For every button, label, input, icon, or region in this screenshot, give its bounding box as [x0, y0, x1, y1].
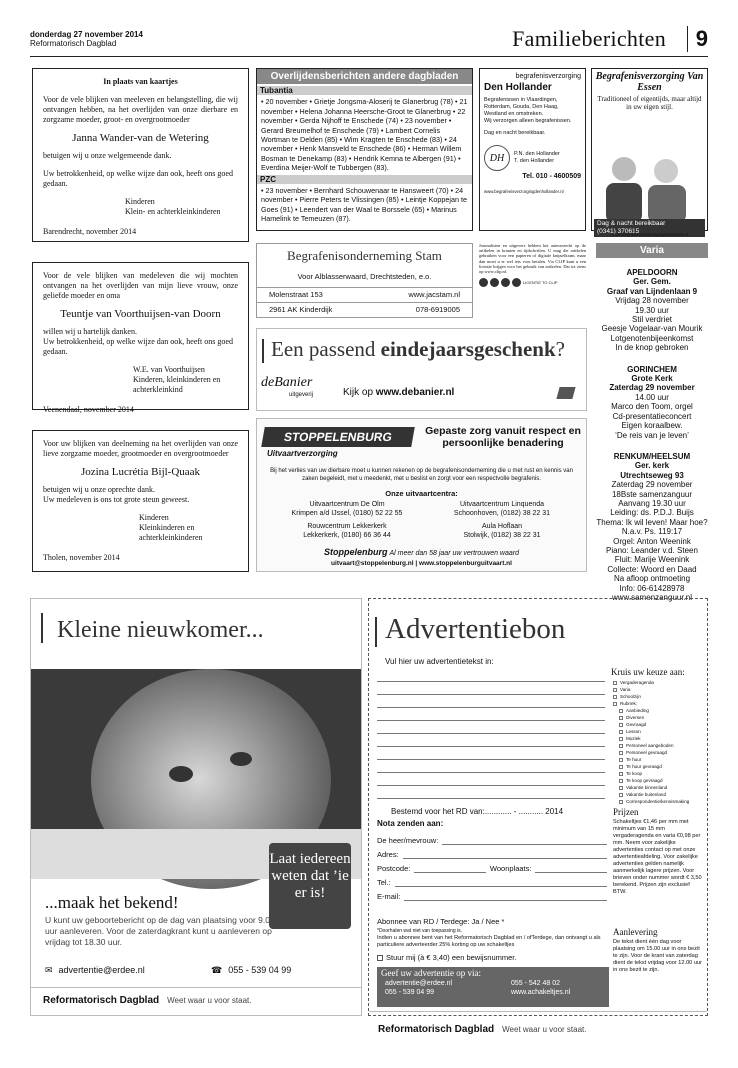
bon-text-line[interactable] [377, 682, 605, 695]
ann3-place: Tholen, november 2014 [43, 553, 120, 562]
hollander-logo: DH [484, 145, 510, 171]
stam-web: www.jacstam.nl [408, 290, 460, 299]
bon-option-label: Schoolzijn [620, 694, 641, 699]
ann3-text: betuigen wij u onze oprechte dank. Uw medeleven is ons tot grote steun geweest. [43, 485, 190, 504]
bon-field-label: De heer/mevrouw: [377, 836, 439, 845]
bon-option-label: Personeel aangeboden [626, 743, 674, 748]
ann3-signature: Kinderen Kleinkinderen en achterkleinkinderen [139, 513, 203, 542]
checkbox-icon[interactable] [619, 765, 623, 769]
bon-option[interactable] [613, 686, 703, 693]
banier-logo-uitgeverij: uitgeverij [289, 392, 314, 398]
varia-heading: RENKUM/HEELSUM [613, 451, 691, 461]
source-pzc: PZC [257, 175, 472, 184]
clip-logo-icon [479, 278, 488, 287]
stop-centre-2: Uitvaartcentrum Linquenda Schoonhoven, (0182) 38 22 31 [453, 501, 551, 517]
clip-logo-icon-3 [501, 278, 510, 287]
essen-name: Begrafenisverzorging Van Essen [595, 71, 704, 93]
essen-url: www.begrafenisverzorgingvanessen.nl [611, 232, 688, 237]
bon-field-input[interactable] [403, 850, 607, 859]
essen-tel: (0341) 370615 [597, 228, 640, 235]
banier-logo-de: de [261, 375, 275, 390]
stam-tel: 078-6919005 [415, 305, 460, 314]
bon-field-row [377, 831, 607, 845]
stop-slogan: Gepaste zorg vanuit respect en persoonlijke benadering [425, 425, 581, 449]
bon-star: *Doorhalen wat niet van toepassing is. [377, 928, 463, 934]
hollander-top: begrafenisverzorging [515, 73, 581, 80]
stam-name: Begrafenisonderneming Stam [287, 248, 442, 263]
varia-line: 14.00 uur [635, 392, 669, 402]
ann2-name: Teuntje van Voorthuijsen-van Doorn [60, 308, 221, 320]
bon-aanlevering-text: De tekst dient één dag voor plaatsing om 15.00 uur in ons bezit te zijn. Voor de krant van zaterdag dient de tekst vrijdag voor 12.00 uur in ons bezit te zijn. [613, 939, 702, 973]
bon-stuur-checkbox[interactable] [377, 955, 383, 961]
stop-sub: Uitvaartverzorging [267, 449, 338, 458]
hollander-available: Dag en nacht bereikbaar. [484, 130, 546, 136]
stop-brand: Stoppelenburg [323, 547, 388, 557]
varia-line: Thema: Ik wil leven! Maar hoe? N.a.v. Ps. 119:17 [596, 517, 708, 537]
varia-line: Piano: Leander v.d. Steen [606, 545, 698, 555]
rd-slogan: Weet waar u voor staat. [167, 996, 252, 1005]
varia-line: Na afloop ontmoeting [613, 574, 691, 584]
bon-abonnee: Abonnee van RD / Terdege: Ja / Nee * [377, 917, 505, 926]
bon-option[interactable] [613, 693, 703, 700]
bon-option-label: Gevraagd [626, 722, 647, 727]
banier-head-1: Een passend [271, 337, 381, 361]
bon-korting: Indien u abonnee bent van het Reformatorisch Dagblad en / ofTerdege, dan ontvangt u als particuliere adverteerder 25% korting op uw schakeltjes [377, 935, 601, 948]
checkbox-icon[interactable] [613, 688, 617, 692]
bon-option[interactable] [613, 777, 703, 784]
bon-option[interactable] [613, 735, 703, 742]
varia-spacer [596, 440, 708, 452]
varia-line: Leiding: ds. P.D.J. Buijs [610, 508, 694, 518]
bon-field-input[interactable] [535, 864, 607, 873]
checkbox-icon[interactable] [619, 786, 623, 790]
checkbox-icon[interactable] [619, 800, 623, 804]
bon-option[interactable] [613, 742, 703, 749]
bon-option[interactable] [613, 721, 703, 728]
varia-heading: APELDOORN [626, 268, 678, 277]
varia-line: 18Bste samenzanguur [611, 489, 693, 499]
source-tubantia: Tubantia [257, 86, 472, 95]
bon-text-line[interactable] [377, 721, 605, 734]
hollander-tel: Tel. 010 - 4600509 [522, 173, 581, 180]
nieuwkomer-tel: 055 - 539 04 99 [228, 965, 292, 975]
bon-option[interactable] [613, 784, 703, 791]
bon-field-row [377, 887, 607, 901]
nieuwkomer-title: Kleine nieuwkomer... [57, 617, 264, 643]
bon-field-input[interactable] [414, 864, 486, 873]
varia-line: Collecte: Woord en Daad [607, 564, 697, 574]
checkbox-icon[interactable] [613, 702, 617, 706]
varia-line: ‘De reis van je leven’ [615, 430, 689, 440]
bon-field-row [377, 859, 607, 873]
bon-option-label: Vergaderagenda [620, 680, 654, 685]
bon-option[interactable] [613, 791, 703, 798]
bon-option-label: Varia [620, 687, 631, 692]
ad-stam [256, 243, 473, 318]
varia-spacer [596, 353, 708, 365]
bon-option-label: Vakantie binnenland [626, 785, 668, 790]
rd-logo: Reformatorisch Dagblad [43, 995, 160, 1006]
varia-line: Vrijdag 28 november [615, 296, 689, 306]
hollander-url: www.begrafenisverzorgingdenhollander.nl [484, 189, 564, 194]
stam-city: 2961 AK Kinderdijk [269, 305, 333, 314]
nieuwkomer-bar [41, 613, 43, 643]
banier-bar [262, 339, 264, 363]
stop-text: Bij het verlies van uw dierbare moet u kunnen rekenen op de begrafenisonderneming die u met rust en kennis van zaken begeleidt, met u meedenkt, met u beslist en zorgt voor een respectvolle begrafenis. [270, 468, 573, 482]
checkbox-icon[interactable] [619, 730, 623, 734]
varia-line: Zaterdag 29 november [611, 480, 693, 490]
varia-line: Eigen koraalbew. [621, 421, 683, 431]
page-number: 9 [687, 26, 708, 52]
varia-line: Fluit: Marije Weenink [614, 555, 690, 565]
bon-options [613, 679, 703, 805]
pzc-list: • 23 november • Bernhard Schouwenaar te Hansweert (70) • 24 november • Pierre Peters te Vlissingen (85) • Leintje Koppejan te Goes (91) • Leendert van der Waal te Borssele (65) • Marinus Hamelink te Temeuzen (87). [261, 186, 467, 224]
announcement-2 [32, 262, 249, 414]
ann1-title: In plaats van kaartjes [103, 77, 178, 86]
bon-divider [369, 1011, 707, 1012]
bon-field-row [377, 873, 607, 887]
bon-option[interactable] [613, 707, 703, 714]
bon-text-line[interactable] [377, 760, 605, 773]
bon-via-fax: 055 - 542 48 02 [511, 980, 561, 987]
banier-head-2: eindejaarsgeschenk [380, 337, 556, 361]
bon-via-web[interactable]: www.achakeltjes.nl [511, 989, 571, 996]
ann2-intro: Voor de vele blijken van medeleven die wij mochten ontvangen na het overlijden van mijn lieve vrouw, onze geliefde moeder en oma [43, 271, 238, 300]
bon-option-label: Personeel gevraagd [626, 750, 668, 755]
bon-option[interactable] [613, 714, 703, 721]
checkbox-icon[interactable] [619, 709, 623, 713]
bon-nota: Nota zenden aan: [377, 819, 444, 828]
bon-title: Advertentiebon [385, 613, 566, 645]
varia-line: Orgel: Anton Weenink [613, 536, 691, 546]
bon-text-line[interactable] [377, 747, 605, 760]
stop-centra: Onze uitvaartcentra: [385, 489, 458, 498]
clip-text: Journalisten en uitgevers hebben het auteursrecht op de artikelen in kranten en tijdschriften. U mag die artikelen gebruiken voor een papieren of digitale knipselkrant, maar dan moet u er wel iets voor betalen. Via CLIP kunt u een licentie krijgen voor het gebruik van artikelen. Dat tot ziens op www.clip.nl. [479, 243, 586, 275]
stop-centre-3: Rouwcentrum Lekkerkerk Lekkerkerk, (0180) 66 36 44 [303, 523, 391, 539]
bon-field-label: Tel.: [377, 878, 391, 887]
phone-icon: ☎ [211, 965, 223, 975]
ann1-place: Barendrecht, november 2014 [43, 227, 137, 236]
varia-line: 19.30 uur [635, 305, 669, 315]
bon-text-line[interactable] [377, 695, 605, 708]
bon-stuur: Stuur mij (à € 3,40) een bewijsnummer. [386, 953, 517, 962]
section-title: Familieberichten [512, 26, 666, 51]
essen-tagline: Traditioneel of eigentijds, maar altijd in uw eigen stijl. [597, 95, 702, 111]
ad-de-banier [256, 328, 587, 411]
hollander-text: Begrafenissen in Vlaardingen, Rotterdam, Gouda, Den Haag, Westland en omstreken. Wij verzorgen alleen begrafenissen. [484, 97, 572, 124]
stop-centre-1: Uitvaartcentrum De Olm Krimpen a/d IJssel, (0180) 52 22 55 [291, 501, 403, 517]
varia-line: In de knop gebroken [615, 343, 689, 353]
bon-fields [377, 831, 607, 901]
bon-kruis: Kruis uw keuze aan: [611, 667, 685, 677]
varia-line: Geesje Vogelaar-van Mourik [601, 324, 703, 334]
banier-logo-banier: Banier [274, 375, 313, 390]
bon-field-label: E-mail: [377, 892, 401, 901]
bon-option-label: Te huur [626, 757, 642, 762]
bon-text-line[interactable] [377, 773, 605, 786]
varia-body [596, 268, 708, 614]
checkbox-icon[interactable] [619, 779, 623, 783]
bon-field-input[interactable] [404, 892, 607, 901]
varia-heading: Zaterdag 29 november [609, 383, 695, 393]
varia-line: Aanvang 19.30 uur [618, 498, 686, 508]
bon-option[interactable] [613, 700, 703, 707]
ad-stoppelenburg [256, 418, 587, 572]
bon-option[interactable] [613, 749, 703, 756]
obituaries-other-papers [256, 68, 473, 231]
varia-line: Cd-presentatieconcert [612, 411, 692, 421]
bon-option[interactable] [613, 679, 703, 686]
essen-photo [596, 141, 704, 257]
bon-bestemd: Bestemd voor het RD van:............ - ........... 2014 [391, 807, 564, 816]
banier-q: ? [555, 337, 565, 361]
bon-field-label: Postcode: [377, 864, 411, 873]
bon-text-line[interactable] [377, 734, 605, 747]
bon-option-label: Correspondentie/kennismaking [626, 799, 690, 804]
stop-contact: uitvaart@stoppelenburg.nl | www.stoppelenburguitvaart.nl [331, 560, 512, 567]
checkbox-icon[interactable] [619, 793, 623, 797]
bon-fill-label: Vul hier uw advertentietekst in: [385, 657, 494, 666]
checkbox-icon[interactable] [619, 758, 623, 762]
nieuwkomer-email[interactable]: advertentie@erdee.nl [58, 965, 145, 975]
ann2-text: willen wij u hartelijk danken. Uw betrokkenheid, op welke wijze dan ook, heeft ons goed gedaan. [43, 327, 233, 356]
ann1-text: Uw betrokkenheid, op welke wijze dan ook, heeft ons goed gedaan. [43, 169, 233, 188]
obituaries-title: Overlijdensberichten andere dagbladen [257, 69, 472, 84]
checkbox-icon[interactable] [619, 751, 623, 755]
bon-option-label: Diversen [626, 715, 645, 720]
mail-icon: ✉ [45, 965, 53, 975]
varia-line: Lotgenotenbijeenkomst [610, 333, 694, 343]
checkbox-icon[interactable] [619, 723, 623, 727]
bon-prijzen: Prijzen [613, 807, 639, 817]
bon-option-label: Lesson [626, 729, 641, 734]
bon-via-box [377, 967, 609, 1007]
varia-heading: GORINCHEM [627, 364, 677, 374]
clip-logo-icon-4 [512, 278, 521, 287]
announcement-1 [32, 68, 249, 242]
ann1-intro: Voor de vele blijken van meeleven en belangstelling, die wij ontvangen hebben, na het overlijden van onze dierbare en zorgzame moeder, groot- en overgrootmoeder [43, 95, 238, 124]
bon-field-row [377, 845, 607, 859]
book-icon [556, 387, 575, 399]
ad-den-hollander [479, 68, 586, 231]
bon-text-line[interactable] [377, 708, 605, 721]
bon-option-label: Muziek [626, 736, 641, 741]
varia-heading: Grote Kerk [631, 374, 673, 384]
bon-rd-logo: Reformatorisch Dagblad [378, 1024, 495, 1035]
banier-kijk: Kijk op [343, 387, 376, 398]
ann2-signature: W.E. van Voorthuijsen Kinderen, kleinkinderen en achterkleinkind [133, 365, 221, 394]
bon-option-label: Vakantie buitenland [626, 792, 667, 797]
bon-text-lines[interactable] [377, 669, 605, 799]
checkbox-icon[interactable] [619, 737, 623, 741]
stam-street: Molenstraat 153 [269, 290, 323, 299]
bon-field-input[interactable] [442, 836, 607, 845]
nieuwkomer-text: U kunt uw geboortebericht op de dag van plaatsing voor 9.00 uur aanleveren. Voor de zaterdagkrant kunt u aanleveren op vrijdag tot 18.30 uur. [45, 915, 275, 947]
bon-option-label: Rubriek: [620, 701, 638, 706]
bon-via-email[interactable]: advertentie@erdee.nl [385, 980, 453, 987]
varia-line: Marco den Toom, orgel [611, 402, 693, 412]
bon-bar [375, 617, 377, 647]
varia-heading: Graaf van Lijndenlaan 9 [606, 286, 698, 296]
bon-option[interactable] [613, 798, 703, 805]
clip-logo-icon-2 [490, 278, 499, 287]
varia-heading: Ger. kerk [634, 461, 670, 471]
bon-via-tel: 055 - 539 04 99 [385, 989, 435, 996]
header-rule [30, 56, 708, 57]
bon-text-line[interactable] [377, 786, 605, 799]
checkbox-icon[interactable] [619, 772, 623, 776]
bon-rd-slogan: Weet waar u voor staat. [502, 1025, 587, 1034]
nieuwkomer-headline: ...maak het bekend! [45, 893, 179, 912]
bon-option-label: Te koop [626, 771, 643, 776]
announcement-3 [32, 430, 249, 572]
checkbox-icon[interactable] [619, 716, 623, 720]
bon-field-label: Woonplaats: [489, 864, 532, 873]
essen-available: Dag & nacht bereikbaar [597, 220, 666, 227]
bon-field-label: Adres: [377, 850, 399, 859]
hollander-names: P.N. den Hollander T. den Hollander [514, 151, 560, 164]
varia-line: www.samenzanguur.nl [611, 593, 693, 602]
ann3-name: Jozina Lucrétia Bijl-Quaak [80, 466, 201, 478]
bon-prijzen-text: Schakeltjes €1,46 per mm met minimum van 15 mm vergaderagenda en varia €0,98 per mm. Neem voor zakelijke advertenties contact op met onze advertentieafdeling. Voor zakelijke advertenties gelden namelijk aanmerkelijk lagere prijzen. Voor brieven onder nummer wordt € 3,50 berekend. Prijzen zijn exclusief BTW. [613, 819, 702, 895]
varia-line: Info: 06-61428978 [619, 583, 685, 593]
ann1-signature: Kinderen Klein- en achterkleinkinderen [125, 197, 221, 216]
banier-url[interactable]: www.debanier.nl [375, 387, 455, 398]
checkbox-icon[interactable] [619, 744, 623, 748]
checkbox-icon[interactable] [613, 695, 617, 699]
bon-aanlevering: Aanlevering [613, 927, 658, 937]
bon-option[interactable] [613, 770, 703, 777]
varia-heading: Ger. Gem. [633, 277, 671, 287]
stop-logo: STOPPELENBURG [261, 427, 415, 447]
stam-region: Voor Alblasserwaard, Drechtsteden, e.o. [297, 272, 432, 281]
ad-clip [479, 243, 586, 318]
clip-tail: LICENTIE TO CLIP [523, 280, 558, 286]
bon-option-label: Aanbieding [626, 708, 649, 713]
varia-line: Stil verdriet [631, 315, 672, 325]
varia-heading: Utrechtseweg 93 [620, 470, 684, 480]
hollander-name: Den Hollander [484, 82, 552, 93]
bon-field-input[interactable] [395, 878, 607, 887]
header-paper: Reformatorisch Dagblad [30, 39, 117, 48]
ann2-place: Veenendaal, november 2014 [43, 405, 134, 414]
bon-option[interactable] [613, 756, 703, 763]
header-date-block [30, 30, 143, 48]
checkbox-icon[interactable] [613, 681, 617, 685]
bon-option[interactable] [613, 763, 703, 770]
bon-option-label: Te huur gevraagd [626, 764, 662, 769]
bon-option-label: Te koop gevraagd [626, 778, 663, 783]
bon-text-line[interactable] [377, 669, 605, 682]
varia-column [596, 243, 708, 602]
bon-option[interactable] [613, 728, 703, 735]
bon-via: Geef uw advertentie op via: [381, 968, 481, 978]
stop-centre-4: Aula Hoflaan Stolwijk, (0182) 38 22 31 [463, 523, 541, 539]
ann1-name: Janna Wander-van de Wetering [72, 132, 209, 144]
nieuwkomer-bubble: Laat iedereen weten dat ’ie er is! [269, 843, 351, 929]
varia-title: Varia [596, 243, 708, 258]
header-date: donderdag 27 november 2014 [30, 30, 143, 39]
advertentiebon [368, 598, 708, 1016]
stop-since: Al meer dan 58 jaar uw vertrouwen waard [389, 550, 520, 557]
ad-kleine-nieuwkomer [30, 598, 362, 1016]
nieuwkomer-divider [31, 987, 361, 988]
ann3-intro: Voor uw blijken van deelneming na het overlijden van onze lieve zorgzame moeder, grootmoeder en overgrootmoeder [43, 439, 238, 458]
ann1-thanks: betuigen wij u onze welgemeende dank. [43, 151, 172, 160]
tubantia-list: • 20 november • Grietje Jongsma-Aloserij te Glanerbrug (78) • 21 november • Helena Johanna Heersche-Groot te Glanerbrug • 22 november • Gerda Nijhoff te Enschede (74) • 23 november • Gerard Breumelhof te Enschede (79) • Lambert Cornelis Wortman te Delden (85) • Wim Kragten te Enschede (83) • 24 november • Henk Mansveld te Enschede (86) • Herman Willem Bosman te Denekamp (83) • Hendrik Kemna te Albergen (91) • Everdina Meijer-Wolf te Tubbergen (83). [261, 97, 468, 173]
